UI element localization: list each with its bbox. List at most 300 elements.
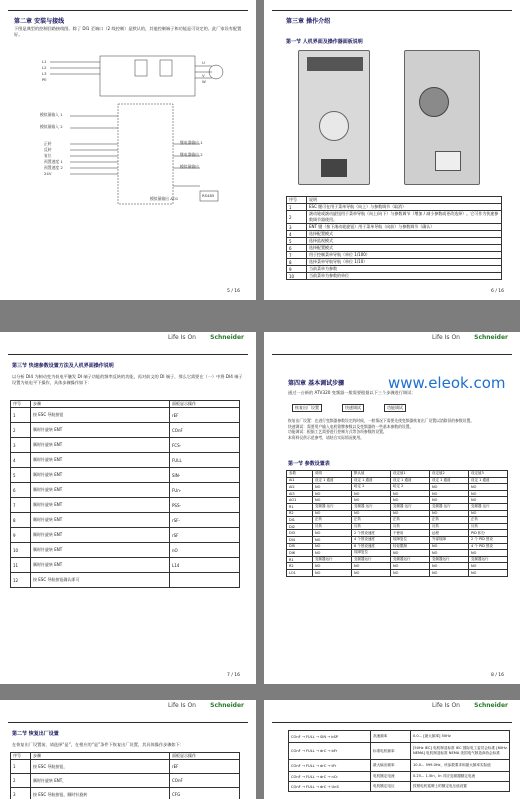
flow-step-quick-setup: 快速调试 <box>342 404 364 412</box>
label-reverse: 反转 <box>44 147 52 152</box>
intro-text: 通过一台新的 ATV320 变频器一般需要根据以下三个步骤进行调试： <box>288 390 416 395</box>
table-row <box>11 498 240 513</box>
cell: 按照电机铭牌上的额定电压值设置 <box>411 782 510 792</box>
table-row <box>287 204 502 211</box>
cell: COnF → FULL → SIN → bSP <box>289 731 371 743</box>
label-ao1: 模拟量输出 AO1 <box>150 196 179 201</box>
intro-text: 以分析 DI4 为制动变为低电平触发 DI 端子功能的频率反转的功能，再对前文的 DI 端子，那么它需要在（一）中将 DI4 端子设置为低电平下操作，具体步骤操作如下： <box>12 374 243 385</box>
cell: 0.0... [最大频率] 50Hz <box>411 731 510 743</box>
cell: 10 <box>287 273 307 280</box>
cell: NO <box>391 497 430 504</box>
cell: NO <box>391 510 430 517</box>
cell: R1 <box>287 503 313 510</box>
cell: 6 <box>11 483 31 498</box>
cell: 反转 <box>352 523 391 530</box>
cell: L14 <box>170 558 240 573</box>
cell: NO <box>313 510 352 517</box>
table-row <box>287 231 502 238</box>
cell: 顺时针旋转 ENT <box>31 423 170 438</box>
cell: AI1 <box>287 477 313 484</box>
cell: NO <box>313 569 352 576</box>
table-row <box>11 513 240 528</box>
cell: NO <box>313 543 352 550</box>
manual-page-10 <box>264 700 520 799</box>
header-cell: 默认值 <box>352 471 391 478</box>
cell: FCS- <box>170 438 240 453</box>
cell: rSF- <box>170 513 240 528</box>
table-row <box>287 259 502 266</box>
cell: FUn- <box>170 483 240 498</box>
label-rs485: RS485 <box>202 193 215 198</box>
section-title: 第一节 人机界面及操作器面板说明 <box>286 39 363 45</box>
cell: NO <box>391 550 430 557</box>
table-row <box>287 510 508 517</box>
cell: 选择配置模式 <box>307 231 502 238</box>
table-header-row <box>11 753 240 760</box>
bullet-item: 快速调试：需要用户输入电机铭牌参数以及变频器的一些基本参数的设置。 <box>288 423 414 429</box>
cell: ENT 键（按下滚动轮旋钮）用于菜单导航（向前）与参数调节（确认） <box>307 224 502 231</box>
cell: 2 <box>287 211 307 224</box>
page-header <box>0 332 256 342</box>
section-title: 第一节 参数设置表 <box>288 461 330 467</box>
label-relay1: 继电器输出 1 <box>180 140 203 145</box>
cell: 外部故障 <box>430 536 469 543</box>
factory-reset-table <box>10 752 240 799</box>
header-cell: 序号 <box>11 753 31 760</box>
cell: DI2 <box>287 523 313 530</box>
life-is-on-tag: Life Is On <box>167 334 196 341</box>
table-row <box>287 252 502 259</box>
table-row <box>287 536 508 543</box>
table-row <box>287 484 508 491</box>
header-rule <box>8 354 248 355</box>
cell: 设定 1 通道 <box>352 477 391 484</box>
cell: DI4 <box>287 536 313 543</box>
cell: ESC 键可在用于菜单导航（向上）与参数调节（取消） <box>307 204 502 211</box>
cell: NO <box>430 497 469 504</box>
wiring-diagram <box>40 46 230 216</box>
cell: 3 <box>287 224 307 231</box>
table-row <box>11 423 240 438</box>
cell: NO <box>313 484 352 491</box>
header-rule <box>8 722 248 723</box>
cell: 最大输出频率 <box>371 760 411 772</box>
bullet-list <box>288 418 512 440</box>
cell: 选择监视模式 <box>307 238 502 245</box>
cell: 变频器运行 <box>313 556 352 563</box>
table-row <box>289 743 510 760</box>
cell: LO1 <box>287 569 313 576</box>
cell: 按 ESC 导航按钮 <box>31 408 170 423</box>
cell: NO <box>469 497 508 504</box>
cell: 故障复位 <box>391 536 430 543</box>
cell: 5 <box>11 468 31 483</box>
cell: FULL <box>170 453 240 468</box>
cell: 10 <box>11 543 31 558</box>
cell: NO <box>469 510 508 517</box>
cell: 电机额定电压 <box>371 782 411 792</box>
cell: 按 ESC 导航按钮， <box>31 760 170 774</box>
display-window <box>307 57 363 71</box>
cell: 反转 <box>430 523 469 530</box>
cell: 不使用 <box>391 530 430 537</box>
cell: 按 ESC 导航按钮，顺时针旋转 <box>31 788 170 799</box>
manual-page-7 <box>0 332 256 684</box>
cell: 6 <box>287 245 307 252</box>
bullet-item: 功能调试：根据工艺需要进行控制方式等各项参数的设置。 <box>288 429 387 435</box>
cell: NO <box>313 497 352 504</box>
cell: 8 <box>287 259 307 266</box>
label-relay2: 继电器输出 2 <box>180 152 203 157</box>
cell: PID 积分 <box>469 530 508 537</box>
label-u: U <box>202 60 205 65</box>
life-is-on-tag: Life Is On <box>431 702 460 709</box>
table-row <box>287 523 508 530</box>
cell: SIN- <box>170 468 240 483</box>
table-row <box>287 503 508 510</box>
cell: COnF → FULL → drC → tFr <box>289 760 371 772</box>
cell: 顺时针旋转 ENT <box>31 483 170 498</box>
cell: 顺时针旋转 ENT <box>31 558 170 573</box>
table-row <box>11 774 240 788</box>
cell: 滚动轮或滚动旋钮用于菜单导航（向上/向下）与参数调节（增加 / 减小参数或更改选择）。它可作为快速参数调节器使用。 <box>307 211 502 224</box>
table-row <box>287 569 508 576</box>
drive-front-image <box>298 50 370 185</box>
cell: 变频器运行 <box>430 556 469 563</box>
cell: NO <box>391 563 430 570</box>
cell: 变频器 运行 <box>352 503 391 510</box>
label-l3: L3 <box>42 71 47 76</box>
cell: DI6 <box>287 550 313 557</box>
cell: 2 个预设速度 <box>352 530 391 537</box>
cell: 变频器 运行 <box>469 503 508 510</box>
cell: 10.0... 599.0Hz，该参数要求和最大频率实际值 <box>411 760 510 772</box>
cell: 正转 <box>469 517 508 524</box>
cell: NO <box>313 536 352 543</box>
cell: 顺时针旋转 ENT <box>31 453 170 468</box>
cell: 4 <box>287 231 307 238</box>
table-row <box>11 558 240 573</box>
section-title: 第三节 快速参数设置方法及人机界面操作说明 <box>12 363 114 369</box>
parameter-table <box>286 470 508 577</box>
cell: 设定 1 通道 <box>469 477 508 484</box>
cell: rEF <box>170 760 240 774</box>
label-ai2: 模拟量输入 2 <box>40 124 63 129</box>
cell: COnF → FULL → drC → nCr <box>289 772 371 782</box>
cell: DI5 <box>287 543 313 550</box>
cell: NO <box>313 563 352 570</box>
label-sticker <box>435 151 461 171</box>
cell: NO <box>430 569 469 576</box>
cell: NO <box>313 490 352 497</box>
chapter-title: 第二章 安装与接线 <box>14 18 65 25</box>
label-preset1: 预置速度 1 <box>44 159 63 164</box>
fan-icon <box>419 87 449 117</box>
cell: R2 <box>287 563 313 570</box>
chapter-title: 第三章 操作介绍 <box>286 18 331 25</box>
cell: 当前菜单为参数 <box>307 266 502 273</box>
cell: 顺时针旋转 ENT <box>31 513 170 528</box>
cell: 1 <box>11 408 31 423</box>
cell: 顺时针旋转 ENT， <box>31 774 170 788</box>
cell: NO <box>352 490 391 497</box>
bullet-item: 恢复出厂设置：在进行变频器参数设定的时候，一般情况下需要先使变频器恢复出厂设置以消除旧的参数设置。 <box>288 418 475 423</box>
cell: 高速频率 <box>371 731 411 743</box>
cell: 1 <box>11 760 31 774</box>
bullet-item: 本资料仅供示范参考，请结合实际情况使用。 <box>288 434 364 440</box>
label-forward: 正转 <box>44 141 52 146</box>
cell: [50Hz IEC] 电机制造标准 IEC 国际电工委员会标准 [60Hz NEMA] 电机制造标准 NEMA 美国电气制造商协会标准 <box>411 743 510 760</box>
jog-dial-icon <box>319 111 349 141</box>
table-row <box>287 273 502 280</box>
table-row <box>289 731 510 743</box>
label-ai1: 模拟量输入 1 <box>40 112 63 117</box>
drive-side-image <box>404 50 480 185</box>
schneider-logo: Schneider <box>210 334 244 341</box>
label-24v: 24V <box>44 171 52 176</box>
section-title: 第二节 恢复出厂设置 <box>12 731 59 737</box>
cell: 选择配置模式 <box>307 245 502 252</box>
table-row <box>11 528 240 543</box>
cell: NO <box>469 569 508 576</box>
cell: 5 <box>287 238 307 245</box>
schneider-logo: Schneider <box>474 334 508 341</box>
page-header <box>0 700 256 710</box>
cell: 变频器运行 <box>352 556 391 563</box>
cell: NO <box>469 550 508 557</box>
page-number: 8 / 16 <box>491 673 504 678</box>
cell: 8 个预设速度 <box>352 543 391 550</box>
cell: 选择菜单导航导航（单位 1/10） <box>307 259 502 266</box>
key-description-table <box>286 196 502 280</box>
cell: nO <box>170 543 240 558</box>
label-pe: PE <box>42 77 47 82</box>
cell: 2 <box>11 423 31 438</box>
page-number: 5 / 16 <box>227 289 240 294</box>
header-cell: 设定值3 <box>469 471 508 478</box>
schneider-logo: Schneider <box>210 702 244 709</box>
cell: NO <box>352 563 391 570</box>
manual-page-5 <box>0 0 256 300</box>
cell: 设定 1 通道 <box>391 477 430 484</box>
cell: 3 <box>11 788 31 799</box>
life-is-on-tag: Life Is On <box>431 334 460 341</box>
header-rule <box>272 354 512 355</box>
manual-page-6 <box>264 0 520 300</box>
cell: CFG <box>170 788 240 799</box>
cell: DI3 <box>287 530 313 537</box>
cell: 9 <box>287 266 307 273</box>
label-l2: L2 <box>42 65 47 70</box>
cell: NO <box>391 569 430 576</box>
header-cell: 说明 <box>307 197 502 204</box>
cell: 顺时针旋转 ENT <box>31 543 170 558</box>
table-row <box>289 782 510 792</box>
page-number: 7 / 16 <box>227 673 240 678</box>
cell: 反转 <box>391 523 430 530</box>
table-row <box>11 408 240 423</box>
cell: DI1 <box>287 517 313 524</box>
cell: 设定 1 通道 <box>313 477 352 484</box>
cell: 当前菜单为参数的单位 <box>307 273 502 280</box>
label-w: W <box>202 79 206 84</box>
cell: 正转 <box>352 517 391 524</box>
table-row <box>11 438 240 453</box>
manual-page-9 <box>0 700 256 799</box>
label-analog-out: 模拟量输出 <box>180 164 199 169</box>
label-reset: 复位 <box>44 153 52 158</box>
header-cell: 步骤 <box>31 753 170 760</box>
cell: COnF <box>170 774 240 788</box>
page-number: 6 / 16 <box>491 289 504 294</box>
schneider-logo: Schneider <box>474 702 508 709</box>
cell: NO <box>430 550 469 557</box>
cell: 变频器运行 <box>469 556 508 563</box>
cell: 变频器 运行 <box>391 503 430 510</box>
cell: NO <box>430 563 469 570</box>
cell: 7 <box>287 252 307 259</box>
table-header-row <box>287 471 508 478</box>
table-row <box>287 543 508 550</box>
cell: NO <box>430 510 469 517</box>
cell: NO <box>352 497 391 504</box>
cell: NO <box>352 510 391 517</box>
cell: 2 个 PID 预设 <box>469 536 508 543</box>
cell: 用于控制菜单导航（单位 1/100） <box>307 252 502 259</box>
cell: 变频器 运行 <box>313 503 352 510</box>
cell: 11 <box>11 558 31 573</box>
header-cell: 面板显示操作 <box>170 401 240 408</box>
table-row <box>287 224 502 231</box>
table-row <box>287 530 508 537</box>
header-cell: 步骤 <box>31 401 170 408</box>
cell: AO1 <box>287 497 313 504</box>
cell: 按 ESC 导航按钮确认即可 <box>31 573 170 588</box>
header-cell: 面板显示操作 <box>170 753 240 760</box>
wiring-diagram-svg <box>40 46 230 216</box>
intro-text: 下图是典型的控制回路接线图。除了 DI1 至端口（2 线控制）是默认的，其他控制端子和功能是可设定的。此厂家设有配置好。 <box>14 26 242 37</box>
cell: 9 <box>11 528 31 543</box>
cell: 反转 <box>469 523 508 530</box>
cell: 0.25... 1.5In，In 对应变频器额定电流 <box>411 772 510 782</box>
cell: 给定 2 <box>391 484 430 491</box>
cell <box>170 573 240 588</box>
cell: NO <box>430 490 469 497</box>
cell: 2 <box>11 774 31 788</box>
cell: rSF <box>170 528 240 543</box>
cell: 变频器 运行 <box>430 503 469 510</box>
label-l1: L1 <box>42 59 47 64</box>
cell: NO <box>469 563 508 570</box>
header-cell: 说明 <box>313 471 352 478</box>
table-row <box>11 468 240 483</box>
table-row <box>287 556 508 563</box>
header-cell: 设定值2 <box>430 471 469 478</box>
table-row <box>11 573 240 588</box>
cell: NO <box>313 550 352 557</box>
table-header-row <box>287 197 502 204</box>
header-rule <box>272 722 512 723</box>
motor-parameter-table <box>288 730 510 792</box>
cell: 变频器运行 <box>391 556 430 563</box>
cell: 顺时针旋转 ENT <box>31 498 170 513</box>
flow-step-function-setup: 功能调试 <box>384 404 406 412</box>
cell: 正转 <box>313 517 352 524</box>
cell: AI3 <box>287 490 313 497</box>
cell: 给定 2 <box>352 484 391 491</box>
table-row <box>287 238 502 245</box>
cell: 正转 <box>430 517 469 524</box>
header-cell: 序号 <box>11 401 31 408</box>
table-row <box>287 245 502 252</box>
table-row <box>289 772 510 782</box>
cell: NO <box>469 484 508 491</box>
cell: 12 <box>11 573 31 588</box>
cell: 3 <box>11 438 31 453</box>
cell: 顺时针旋转 ENT <box>31 528 170 543</box>
cell: 反转 <box>313 523 352 530</box>
flow-step-factory-reset: 恢复出厂设置 <box>292 404 322 412</box>
cell: 顺时针旋转 ENT <box>31 438 170 453</box>
chapter-title: 第四章 基本调试步骤 <box>288 380 345 387</box>
life-is-on-tag: Life Is On <box>167 702 196 709</box>
cell: R1 <box>287 556 313 563</box>
cell: R2 <box>287 510 313 517</box>
page-header <box>264 332 520 342</box>
table-row <box>287 497 508 504</box>
cell: rEF <box>170 408 240 423</box>
cell: AI2 <box>287 484 313 491</box>
table-row <box>287 477 508 484</box>
cell: NO <box>352 569 391 576</box>
cell: 设定 1 通道 <box>430 477 469 484</box>
header-cell: 序号 <box>287 197 307 204</box>
cell: 7 <box>11 498 31 513</box>
table-row <box>287 490 508 497</box>
watermark-text: www.eleok.com <box>388 374 506 392</box>
cell: 远程 <box>430 530 469 537</box>
table-row <box>11 453 240 468</box>
quick-setup-table <box>10 400 240 588</box>
table-row <box>11 760 240 774</box>
table-row <box>11 543 240 558</box>
table-row <box>287 266 502 273</box>
cell: 4 个 PID 预设 <box>469 543 508 550</box>
cell: 转矩限制 <box>391 543 430 550</box>
cell: 1 <box>287 204 307 211</box>
cell: COnF → FULL → drC → bFr <box>289 743 371 760</box>
cell: 标准电机频率 <box>371 743 411 760</box>
table-row <box>289 760 510 772</box>
table-row <box>11 788 240 799</box>
table-row <box>287 211 502 224</box>
cell: NO <box>430 484 469 491</box>
header-rule <box>8 10 248 11</box>
cell: NO <box>430 543 469 550</box>
header-cell: 参数 <box>287 471 313 478</box>
table-row <box>287 517 508 524</box>
cell: 顺时针旋转 ENT <box>31 468 170 483</box>
table-row <box>287 563 508 570</box>
cell: PSS- <box>170 498 240 513</box>
cell: 正转 <box>391 517 430 524</box>
page-header <box>264 700 520 710</box>
cell: NO <box>391 490 430 497</box>
cell: NO <box>313 530 352 537</box>
cell: COnF → FULL → drC → UnS <box>289 782 371 792</box>
label-v: V <box>202 73 205 78</box>
connector-icon <box>321 159 347 177</box>
